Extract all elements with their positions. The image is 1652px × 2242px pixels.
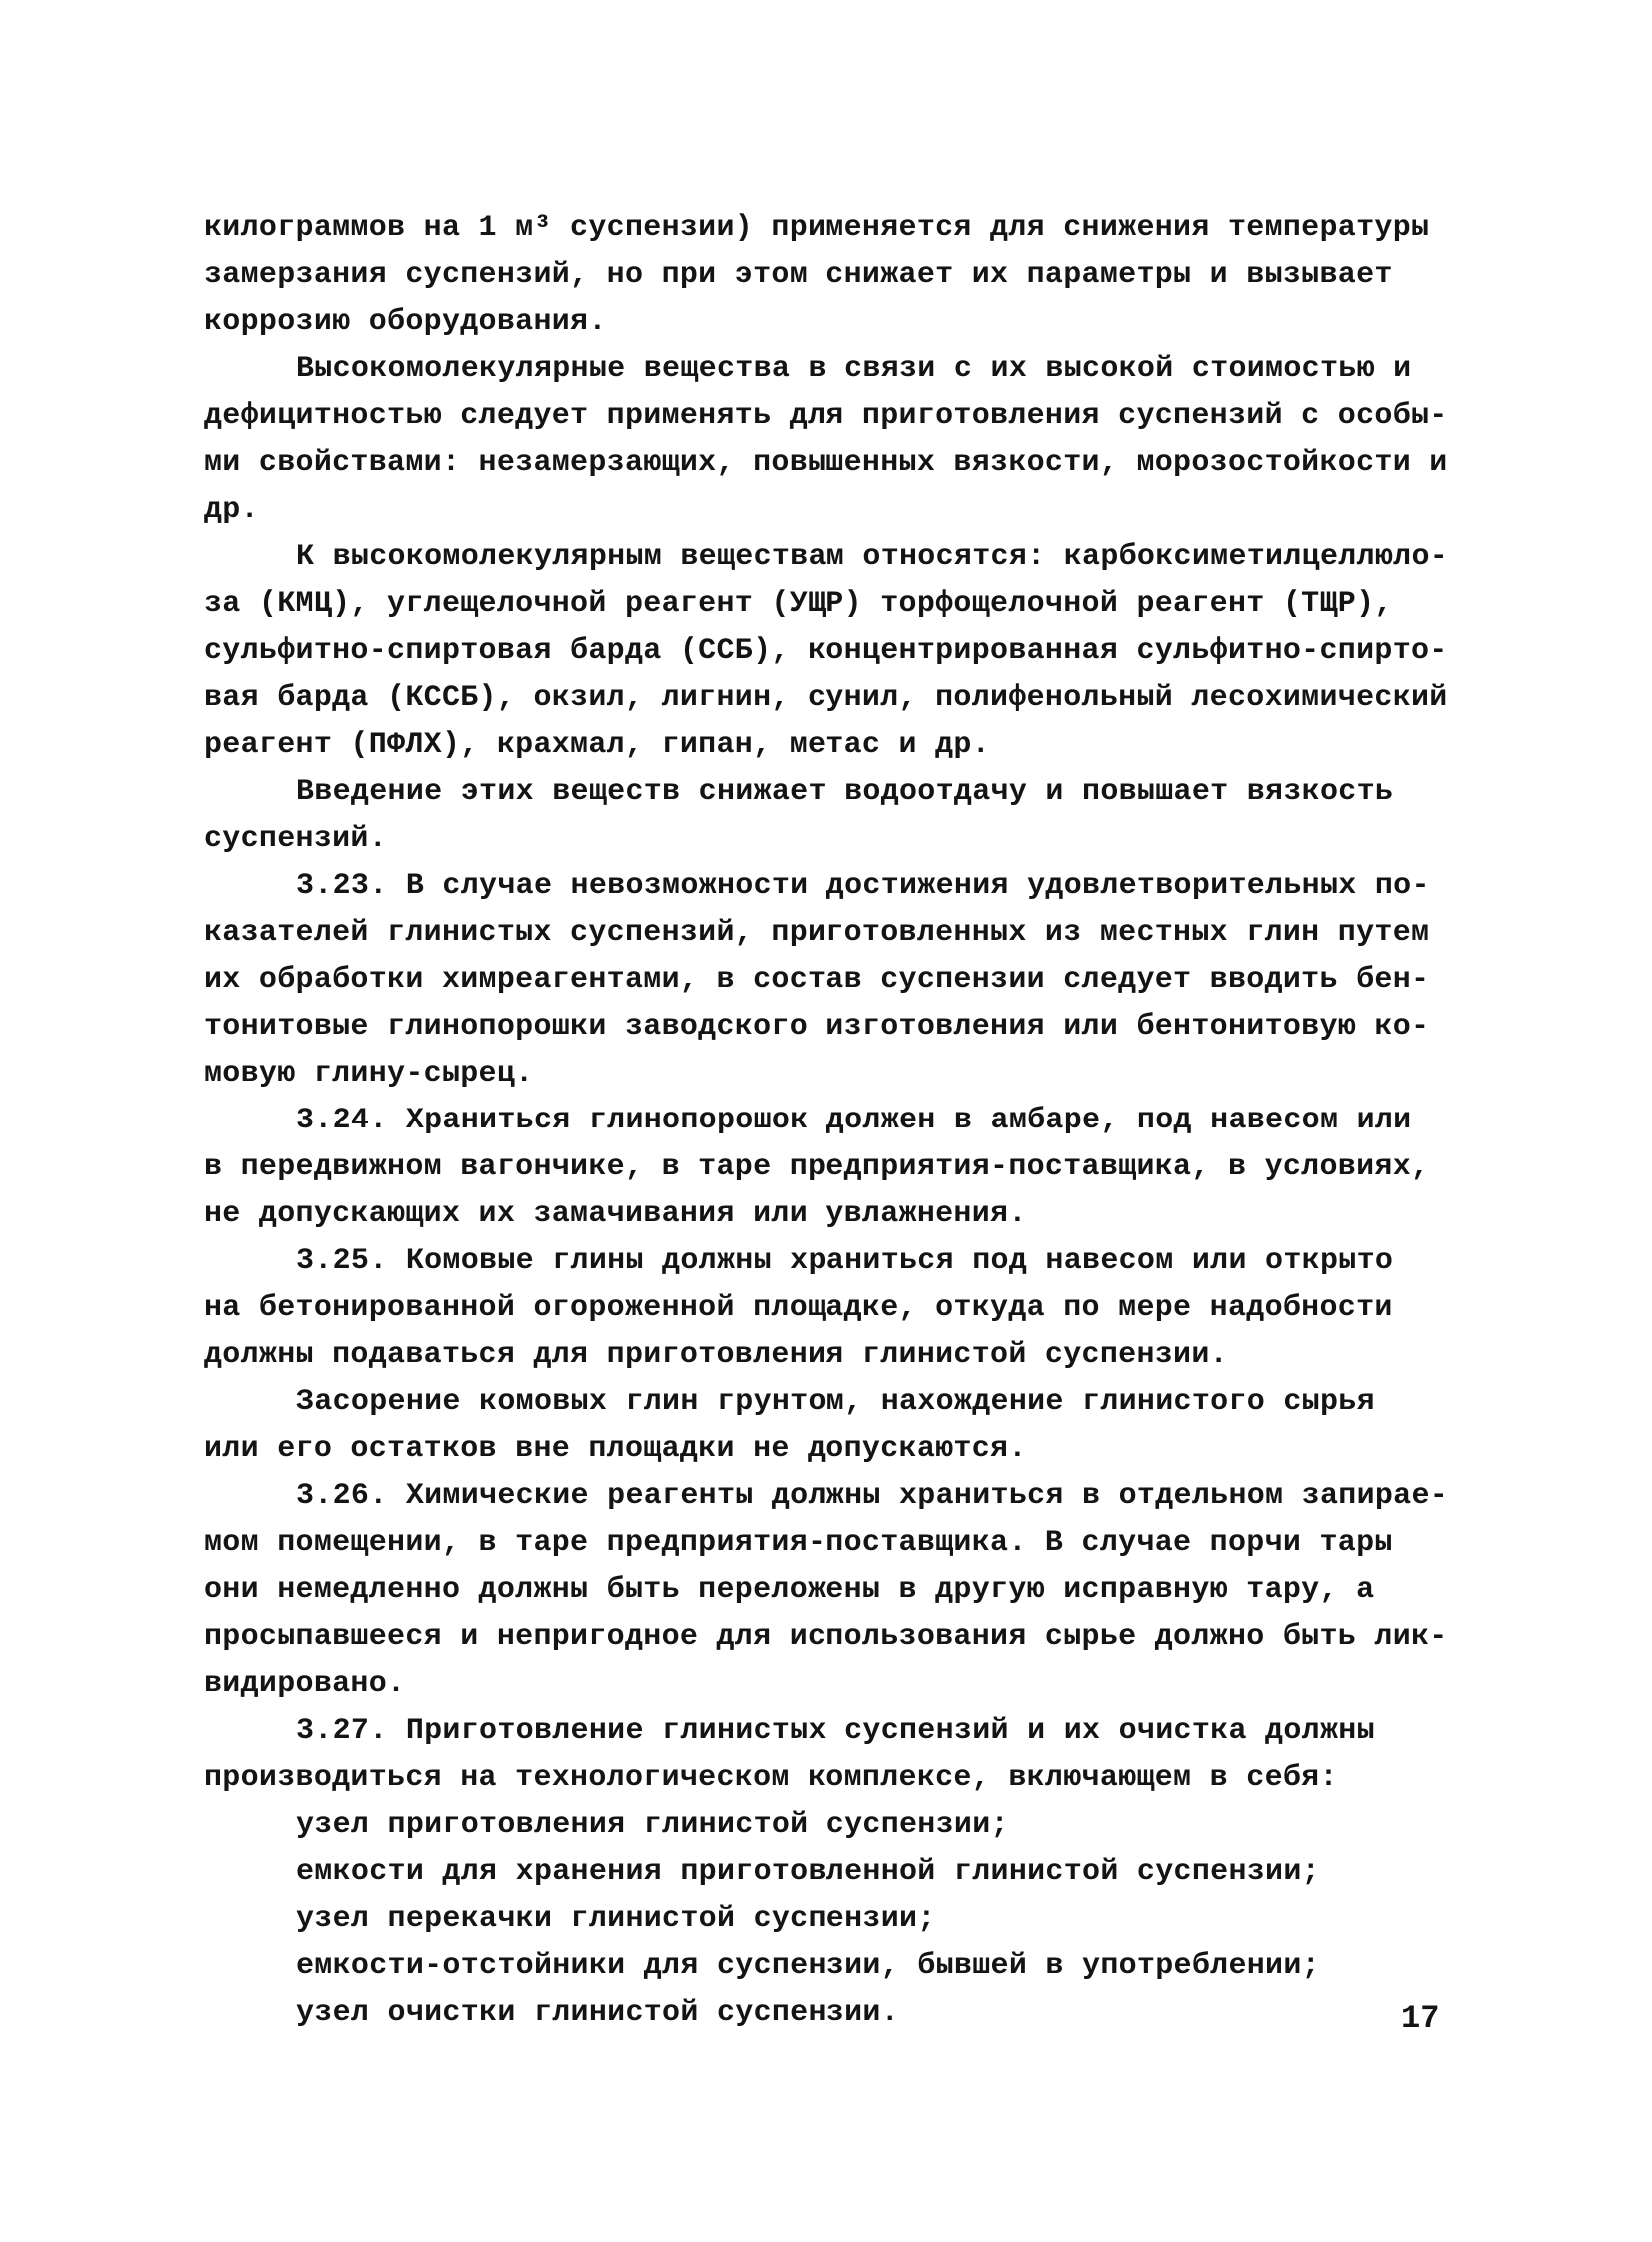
text-line: узел приготовления глинистой суспензии;: [296, 1808, 1009, 1842]
text-line: ми свойствами: незамерзающих, повышенных вязкости, морозостойкости и: [204, 446, 1448, 480]
text-line: сульфитно-спиртовая барда (ССБ), концентрированная сульфитно-спирто-: [204, 634, 1448, 668]
text-line: 3.25. Комовые глины должны храниться под навесом или открыто: [296, 1244, 1394, 1278]
text-line: не допускающих их замачивания или увлажнения.: [204, 1197, 1027, 1231]
text-line: реагент (ПФЛХ), крахмал, гипан, метас и др.: [204, 728, 991, 762]
text-line: за (КМЦ), углещелочной реагент (УЩР) торфощелочной реагент (ТЩР),: [204, 587, 1393, 621]
text-line: 3.27. Приготовление глинистых суспензий и их очистка должны: [296, 1714, 1375, 1748]
text-line: они немедленно должны быть переложены в другую исправную тару, а: [204, 1573, 1375, 1607]
text-line: др.: [204, 493, 259, 527]
text-line: Высокомолекулярные вещества в связи с их высокой стоимостью и: [296, 352, 1412, 386]
text-line: мовую глину-сырец.: [204, 1057, 534, 1091]
text-line: должны подаваться для приготовления глинистой суспензии.: [204, 1338, 1228, 1372]
text-line: узел очистки глинистой суспензии.: [296, 1996, 899, 2030]
text-line: дефицитностью следует применять для приготовления суспензий с особы-: [204, 399, 1448, 433]
text-line: 3.23. В случае невозможности достижения удовлетворительных по-: [296, 869, 1430, 903]
text-line: К высокомолекулярным веществам относятся: карбоксиметилцеллюло-: [296, 540, 1449, 574]
text-line: замерзания суспензий, но при этом снижает их параметры и вызывает: [204, 258, 1393, 292]
text-line: килограммов на 1 м³ суспензии) применяется для снижения температуры: [204, 211, 1430, 245]
text-line: емкости-отстойники для суспензии, бывшей в употреблении;: [296, 1949, 1320, 1983]
text-line: мом помещении, в таре предприятия-поставщика. В случае порчи тары: [204, 1526, 1393, 1560]
text-line: вая барда (КССБ), окзил, лигнин, сунил, полифенольный лесохимический: [204, 681, 1448, 715]
page-number: 17: [1401, 2000, 1440, 2037]
text-line: производиться на технологическом комплексе, включающем в себя:: [204, 1761, 1338, 1795]
text-line: 3.24. Храниться глинопорошок должен в амбаре, под навесом или: [296, 1104, 1412, 1137]
text-line: на бетонированной огороженной площадке, откуда по мере надобности: [204, 1291, 1393, 1325]
text-line: узел перекачки глинистой суспензии;: [296, 1902, 936, 1936]
text-line: тонитовые глинопорошки заводского изготовления или бентонитовую ко-: [204, 1010, 1430, 1044]
text-line: просыпавшееся и непригодное для использования сырье должно быть лик-: [204, 1620, 1448, 1654]
text-line: казателей глинистых суспензий, приготовленных из местных глин путем: [204, 916, 1430, 950]
text-line: их обработки химреагентами, в состав суспензии следует вводить бен-: [204, 963, 1430, 997]
text-line: видировано.: [204, 1667, 406, 1701]
text-line: емкости для хранения приготовленной глинистой суспензии;: [296, 1855, 1320, 1889]
text-line: коррозию оборудования.: [204, 305, 607, 339]
text-line: Засорение комовых глин грунтом, нахождение глинистого сырья: [296, 1385, 1375, 1419]
text-line: 3.26. Химические реагенты должны храниться в отдельном запирае-: [296, 1479, 1449, 1513]
text-line: суспензий.: [204, 822, 388, 856]
text-line: или его остатков вне площадки не допускаются.: [204, 1432, 1027, 1466]
text-line: в передвижном вагончике, в таре предприятия-поставщика, в условиях,: [204, 1150, 1430, 1184]
text-line: Введение этих веществ снижает водоотдачу и повышает вязкость: [296, 775, 1394, 809]
